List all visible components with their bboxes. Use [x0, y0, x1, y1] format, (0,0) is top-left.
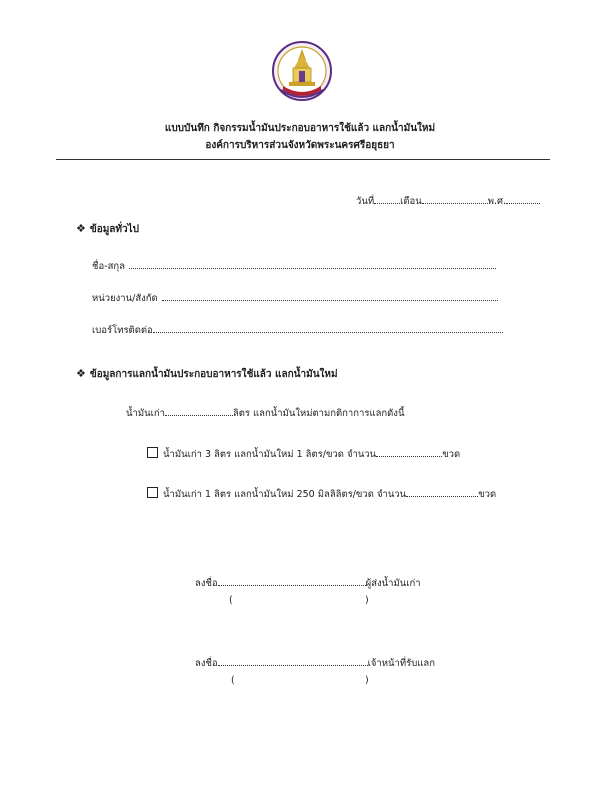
option1-quantity-field[interactable] [376, 446, 442, 457]
receiver-signature-row [195, 655, 435, 671]
old-oil-liters-field[interactable] [165, 405, 233, 416]
exchange-heading-text: ข้อมูลการแลกน้ำมันประกอบอาหารใช้แล้ว แลกน้ำมันใหม่ [89, 369, 338, 380]
sender-sign-label: ลงชื่อ [195, 578, 218, 589]
agency-label: หน่วยงาน/สังกัด [92, 293, 158, 304]
year-label: พ.ศ. [487, 196, 507, 207]
general-heading-text: ข้อมูลทั่วไป [89, 224, 140, 235]
header-divider [56, 159, 550, 160]
day-label: วันที่ [356, 196, 375, 207]
phone-field[interactable] [153, 322, 503, 333]
old-oil-prefix: น้ำมันเก่า [126, 408, 165, 419]
month-field[interactable] [422, 193, 488, 204]
name-field[interactable] [129, 258, 496, 269]
option2-checkbox[interactable] [147, 487, 158, 498]
form-subtitle: องค์การบริหารส่วนจังหวัดพระนครศรีอยุธยา [205, 140, 395, 151]
day-field[interactable] [374, 193, 400, 204]
option1-row [147, 446, 460, 462]
sender-role: ผู้ส่งน้ำมันเก่า [365, 578, 421, 589]
name-label: ชื่อ-สกุล [92, 261, 125, 272]
sender-paren-open: ( [229, 595, 233, 606]
phone-row [92, 322, 503, 338]
emblem-icon [271, 40, 333, 106]
diamond-bullet-icon: ❖ [76, 367, 86, 380]
old-oil-suffix: ลิตร แลกน้ำมันใหม่ตามกติกาการแลกดังนี้ [232, 408, 405, 419]
option2-unit: ขวด [478, 489, 497, 500]
name-row [92, 258, 496, 274]
sender-paren-close: ) [365, 595, 369, 606]
option2-text: น้ำมันเก่า 1 ลิตร แลกน้ำมันใหม่ 250 มิลลิลิตร/ขวด จำนวน [163, 489, 407, 500]
receiver-role: เจ้าหน้าที่รับแลก [367, 658, 435, 669]
agency-field[interactable] [162, 290, 498, 301]
diamond-bullet-icon: ❖ [76, 222, 86, 235]
date-row [356, 193, 540, 209]
option1-checkbox[interactable] [147, 447, 158, 458]
receiver-signature-field[interactable] [218, 655, 368, 666]
option1-text: น้ำมันเก่า 3 ลิตร แลกน้ำมันใหม่ 1 ลิตร/ขวด จำนวน [163, 449, 377, 460]
year-field[interactable] [506, 193, 540, 204]
form-title: แบบบันทึก กิจกรรมน้ำมันประกอบอาหารใช้แล้ว แลกน้ำมันใหม่ [164, 123, 436, 134]
option1-unit: ขวด [442, 449, 461, 460]
month-label: เดือน [400, 196, 422, 207]
sender-signature-row [195, 575, 421, 591]
agency-row [92, 290, 498, 306]
receiver-paren-close: ) [365, 675, 369, 686]
option2-quantity-field[interactable] [406, 486, 478, 497]
option2-row [147, 486, 496, 502]
phone-label: เบอร์โทรติดต่อ [92, 325, 153, 336]
receiver-paren-open: ( [231, 675, 235, 686]
sender-signature-field[interactable] [218, 575, 366, 586]
general-section-heading [76, 222, 139, 237]
receiver-sign-label: ลงชื่อ [195, 658, 218, 669]
old-oil-row [126, 405, 404, 421]
exchange-section-heading [76, 367, 338, 382]
